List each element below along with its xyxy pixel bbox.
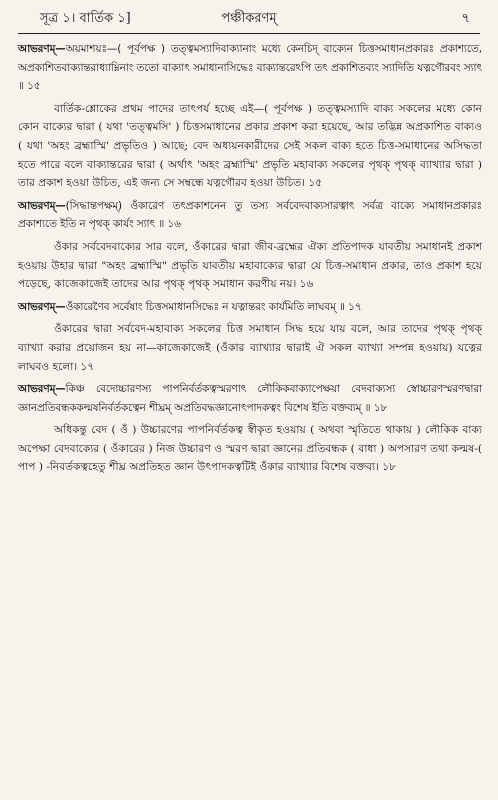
translation-paragraph-17 <box>18 320 482 376</box>
commentary-paragraph-15 <box>18 40 482 96</box>
page-body <box>18 40 482 481</box>
commentary-paragraph-17 <box>18 298 482 317</box>
running-title: পঞ্চীকরণম্ <box>221 11 277 26</box>
translation-text: অধিকন্তু বেদ ( ওঁ ) উচ্চারণের পাপনির্বর্তকত্ব স্বীকৃত হওয়ায় ( অথবা স্মৃতিতে থাকায় ) লৌকিক বাক্য অপেক্ষা বেদবাক্যের ( ওঁকারের ) নিজ উচ্চারণ ও স্মরণ দ্বারা জ্ঞানের প্রতিবন্ধক ( বাধা ) অপসারণ তথা কল্মষ-( পাপ ) -নিবর্তকত্বহেতু শীঘ্র অপ্রতিহত জ্ঞান উৎপাদকত্বটিই ওঁকার ব্যাখ্যার বিশেষ বক্তব্য। ১৮ <box>18 424 482 474</box>
commentary-label: আভরণম্— <box>18 43 66 55</box>
commentary-text: কিঞ্চ বেদোচ্চারণস্য পাপনির্বর্তকত্বস্মরণাৎ লৌকিকবাক্যাপেক্ষয়া বেদবাক্যস্য স্বোচ্চারণস্মরণদ্বারা জ্ঞানপ্রতিবন্ধককল্মষনির্বর্তকত্বেন শীঘ্রম্ অপ্রতিবদ্ধজ্ঞানোৎপাদকত্বং বিশেষ ইতি বক্তব্যম্ ॥ ১৮ <box>18 383 482 414</box>
commentary-label: আভরণম্— <box>18 300 66 313</box>
translation-paragraph-16 <box>18 238 482 294</box>
translation-paragraph-18 <box>18 421 482 477</box>
translation-text: বার্তিক-শ্লোকের প্রথম পাদের তাৎপর্য হচ্ছে এই—( পূর্বপক্ষ ) তত্ত্বমস্যাদি বাক্য সকলের মধ্যে কোন কোন বাক্যের দ্বারা ( যথা 'তত্ত্বমসি' ) চিত্তসমাধানের প্রকার প্রকাশ করা হয়েছে, আর তদ্ভিন্ন অপ্রকাশিত বাক্যও ( যথা 'অহং ব্রহ্মাস্মি' প্রভৃতিও ) আছে; বেদ অধ্যয়নকারীদের সেই সকল বাক্য হতে চিত্ত-সমাধানের অসিদ্ধতা হতে পারে বলে বাক্যান্তরের দ্বারা ( অর্থাৎ 'অহং ব্রহ্মাস্মি' প্রভৃতি মহাবাক্য সকলের পৃথক্ পৃথক্ ব্যাখ্যার দ্বারা ) তার প্রকাশ হওয়া উচিত, এই জন্য সে সম্বন্ধে যত্নগৌরব হওয়া উচিত। ১৫ <box>18 102 482 190</box>
commentary-text: অয়মাশয়ঃ—( পূর্বপক্ষ ) তত্ত্বমস্যাদিবাক্যানাং মধ্যে কেনচিদ্ বাক্যেন চিত্তসমাধানপ্রকারঃ প্রকাশ্যতে, অপ্রকাশিতবাক্যান্তরাধ্যাম্নিনাং ততো বাক্যাৎ সমাধানাসিদ্ধেঃ বাক্যান্তরেঽপি তৎ প্রকাশিতব্যং স্যাদিতি যত্নগৌরবং স্যাৎ ॥ ১৫ <box>18 43 482 93</box>
commentary-label: আভরণম্— <box>18 199 66 212</box>
translation-paragraph-15 <box>18 100 482 193</box>
commentary-paragraph-16 <box>18 197 482 234</box>
commentary-paragraph-18 <box>18 380 482 417</box>
translation-text: ওঁকার সর্ববেদবাক্যের সার বলে, ওঁকারের দ্বারা জীব-ব্রহ্মের ঐক্য প্রতিপাদক যাবতীয় সমাধানই প্রকাশ হওয়ায় উহার দ্বারা "অহং ব্রহ্মাস্মি" প্রভৃতি যাবতীয় মহাবাক্যের দ্বারা যে চিত্ত-সমাধান প্রকার, তাও প্রকাশ হয়ে পড়েছে, কাজেকাজেই তাদের আর পৃথক্ পৃথক্ সমাধান করণীয় নয়। ১৬ <box>18 240 482 291</box>
commentary-label: আভরণম্— <box>18 383 66 396</box>
header-rule <box>18 33 480 34</box>
translation-text: ওঁকারের দ্বারা সর্ববেদ-মহাবাক্য সকলের চিত্ত সমাধান সিদ্ধ হয়ে যায় বলে, আর তাদের পৃথক্ পৃথক্ ব্যাখ্যা করার প্রয়োজন হয় না—কাজেকাজেই (ওঁকার ব্যাখ্যার দ্বারাই ঐ সকল ব্যাখ্যা সম্পন্ন হওয়ায়) যত্নের লাঘবও হলো। ১৭ <box>18 323 482 373</box>
commentary-text: ওঁকারেণৈব সর্বেষাং চিত্তসমাধানসিদ্ধেঃ ন যত্নান্তরং কার্যমিতি লাঘবম্ ॥ ১৭ <box>65 300 362 313</box>
commentary-text: (সিদ্ধান্তপক্ষম্) ওঁকারেণ তৎপ্রকাশনেন তু তস্য সর্ববেদবাক্যসারত্বাৎ সর্বত্র বাক্যে সমাধানপ্রকারঃ প্রকাশ্যতে ইতি ন পৃথক্ কার্যং স্যাৎ ॥ ১৬ <box>18 199 482 231</box>
page-number: ৭ <box>461 11 470 26</box>
section-reference: সূত্র ১। বার্তিক ১] <box>40 11 131 26</box>
